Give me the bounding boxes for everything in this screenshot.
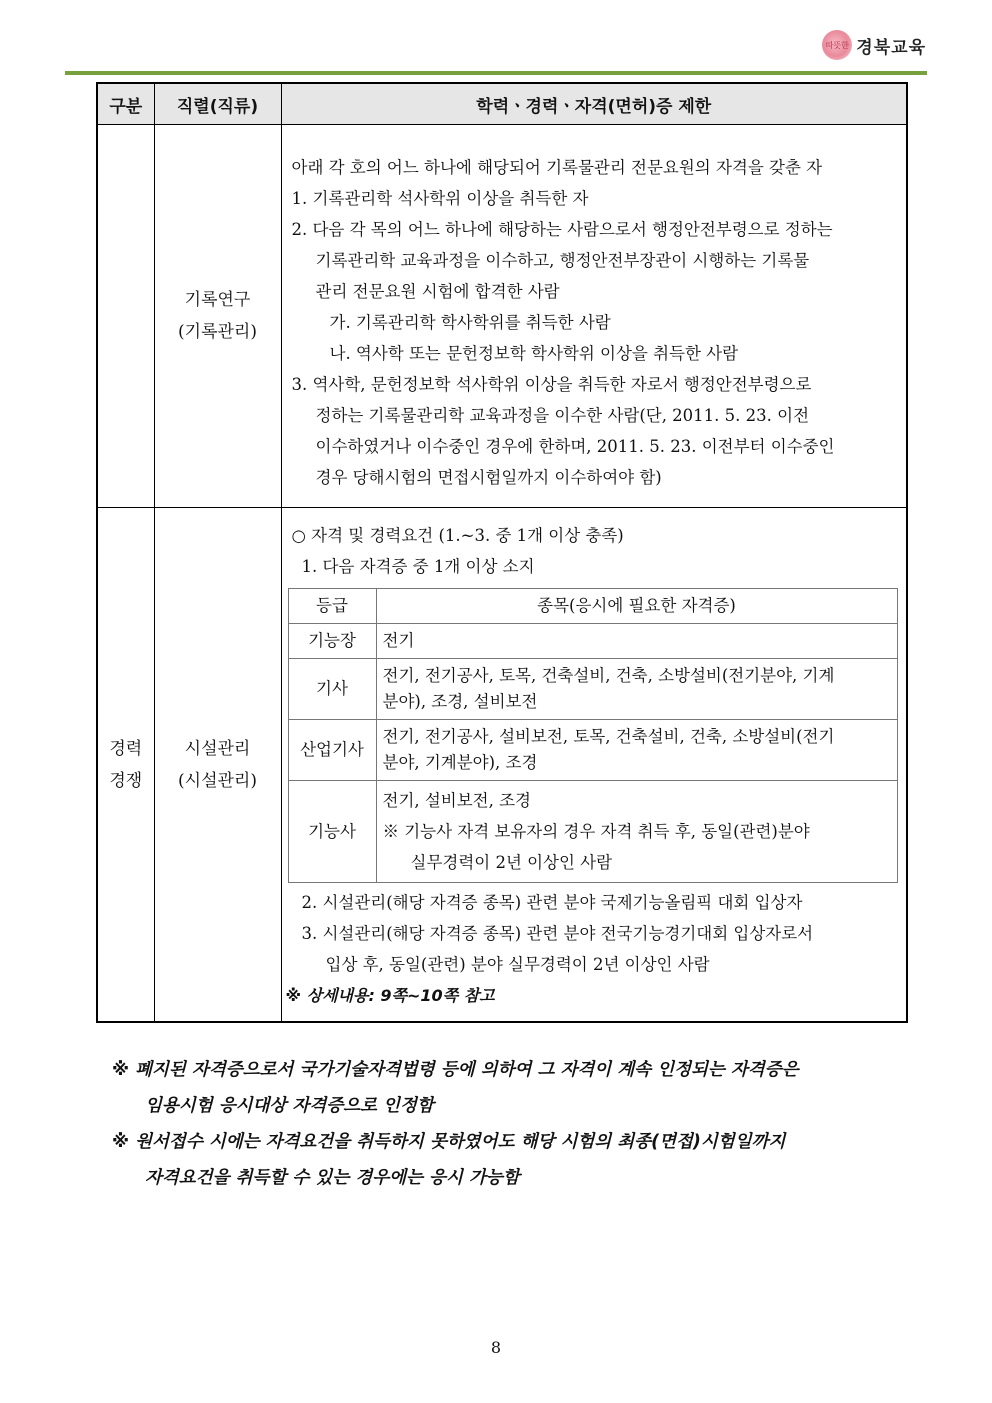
license-grade: 기능장 — [288, 624, 376, 659]
license-item-line: ※ 기능사 자격 보유자의 경우 자격 취득 후, 동일(관련)분야 — [382, 822, 810, 841]
job-subtitle: (시설관리) — [178, 770, 257, 791]
logo-text: 경북교육 — [856, 37, 926, 58]
requirement-line: 경우 당해시험의 면접시험일까지 이수하여야 함) — [315, 467, 662, 487]
license-grade: 기사 — [288, 659, 376, 720]
license-item-line: 전기, 전기공사, 설비보전, 토목, 건축설비, 건축, 소방설비(전기 — [382, 727, 835, 746]
license-item-line: 전기 — [382, 631, 415, 650]
job-cell-facilities — [154, 508, 281, 1023]
requirement-line: 관리 전문요원 시험에 합격한 사람 — [315, 281, 560, 301]
requirement-line: 이수하였거나 이수중인 경우에 한하며, 2011. 5. 23. 이전부터 이수중인 — [315, 436, 835, 456]
requirement-line: 2. 다음 각 목의 어느 하나에 해당하는 사람으로서 행정안전부령으로 정하는 — [291, 219, 833, 239]
logo-mark-text: 따뜻한 — [825, 40, 849, 50]
detail-note: ※ 상세내용: 9쪽~10쪽 참고 — [285, 986, 495, 1005]
table-header-row — [97, 83, 907, 125]
header-requirement: 학력ㆍ경력ㆍ자격(면허)증 제한 — [281, 83, 907, 125]
requirement-line: 기록관리학 교육과정을 이수하고, 행정안전부장관이 시행하는 기록물 — [315, 250, 810, 270]
requirement-line: 가. 기록관리학 학사학위를 취득한 사람 — [329, 312, 611, 332]
logo — [822, 30, 926, 60]
requirement-item: 3. 시설관리(해당 자격증 종목) 관련 분야 전국기능경기대회 입상자로서 — [301, 924, 814, 943]
license-row — [288, 659, 897, 720]
requirement-line: 나. 역사학 또는 문헌정보학 학사학위 이상을 취득한 사람 — [329, 343, 739, 363]
requirement-cell-records — [281, 125, 907, 508]
requirement-item: 입상 후, 동일(관련) 분야 실무경력이 2년 이상인 사람 — [325, 955, 710, 974]
category-cell-career — [97, 508, 154, 1023]
requirement-item: 2. 시설관리(해당 자격증 종목) 관련 분야 국제기능올림픽 대회 입상자 — [301, 893, 803, 912]
footnote-line: 자격요건을 취득할 수 있는 경우에는 응시 가능함 — [145, 1168, 520, 1188]
requirement-line: 정하는 기록물관리학 교육과정을 이수한 사람(단, 2011. 5. 23. 이전 — [315, 405, 810, 425]
license-header-items: 종목(응시에 필요한 자격증) — [376, 589, 897, 624]
header-job: 직렬(직류) — [154, 83, 281, 125]
requirement-line: 1. 기록관리학 석사학위 이상을 취득한 자 — [291, 188, 589, 208]
license-grade: 기능사 — [288, 781, 376, 883]
header-rule — [65, 71, 927, 75]
license-items — [376, 720, 897, 781]
license-grade: 산업기사 — [288, 720, 376, 781]
footnote — [112, 1052, 912, 1124]
license-table — [288, 588, 898, 883]
header-category: 구분 — [97, 83, 154, 125]
license-header-row — [288, 589, 897, 624]
requirement-intro: ○ 자격 및 경력요건 (1.~3. 중 1개 이상 충족) — [291, 526, 624, 545]
footnotes — [112, 1052, 912, 1196]
category-line: 경력 — [109, 738, 143, 759]
footnote-line: ※ 폐지된 자격증으로서 국가기술자격법령 등에 의하여 그 자격이 계속 인정되는 자격증은 — [112, 1060, 799, 1080]
license-item-line: 전기, 전기공사, 토목, 건축설비, 건축, 소방설비(전기분야, 기계 — [382, 666, 835, 685]
page-number: 8 — [490, 1338, 502, 1357]
footnote-line: 임용시험 응시대상 자격증으로 인정함 — [145, 1096, 434, 1116]
license-item-line: 실무경력이 2년 이상인 사람 — [410, 853, 613, 872]
license-row — [288, 781, 897, 883]
job-cell-records — [154, 125, 281, 508]
license-item-line: 전기, 설비보전, 조경 — [382, 791, 531, 810]
license-row — [288, 624, 897, 659]
license-item-line: 분야, 기계분야), 조경 — [382, 753, 538, 772]
job-title: 기록연구 — [184, 290, 251, 310]
logo-mark-icon — [822, 30, 852, 60]
requirement-line: 아래 각 호의 어느 하나에 해당되어 기록물관리 전문요원의 자격을 갖춘 자 — [291, 157, 823, 177]
license-items — [376, 781, 897, 883]
job-subtitle: (기록관리) — [178, 322, 257, 342]
license-items — [376, 624, 897, 659]
requirement-line: 3. 역사학, 문헌정보학 석사학위 이상을 취득한 자로서 행정안전부령으로 — [291, 374, 812, 394]
requirements-table — [96, 82, 908, 1023]
requirement-intro: 1. 다음 자격증 중 1개 이상 소지 — [301, 557, 535, 576]
license-items — [376, 659, 897, 720]
table-row-records — [97, 125, 907, 508]
table-row-facilities — [97, 508, 907, 1023]
requirement-cell-facilities — [281, 508, 907, 1023]
license-item-line: 분야), 조경, 설비보전 — [382, 692, 538, 711]
footnote — [112, 1124, 912, 1196]
job-title: 시설관리 — [184, 738, 251, 759]
category-line: 경쟁 — [109, 770, 143, 791]
license-header-grade: 등급 — [288, 589, 376, 624]
footnote-line: ※ 원서접수 시에는 자격요건을 취득하지 못하였어도 해당 시험의 최종(면접)시험일까지 — [112, 1132, 786, 1152]
category-cell-empty — [97, 125, 154, 508]
license-row — [288, 720, 897, 781]
